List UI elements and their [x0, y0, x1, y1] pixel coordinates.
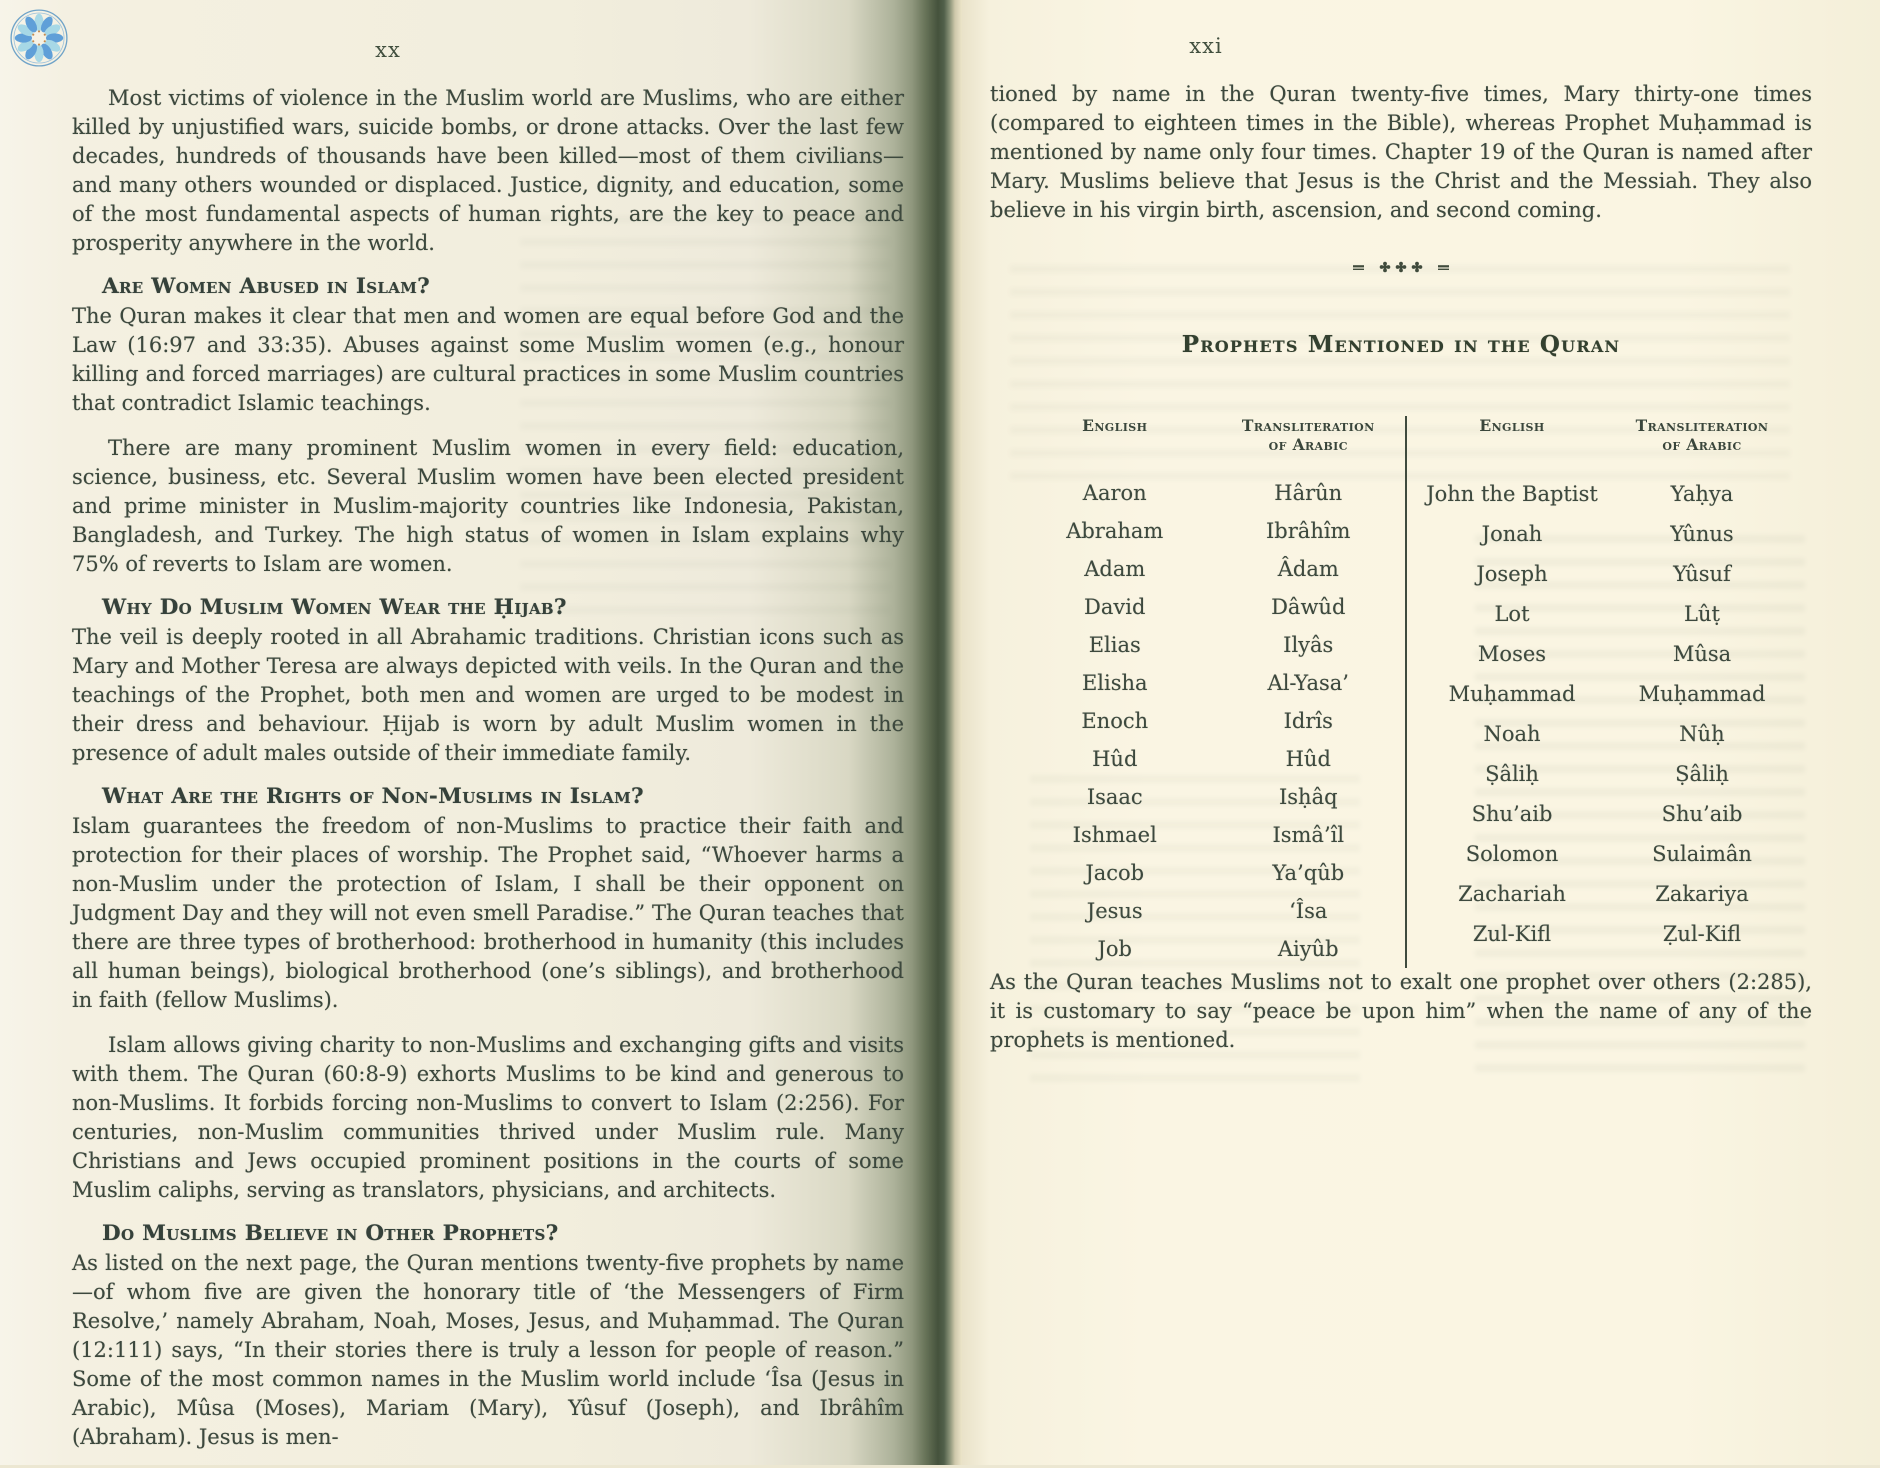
table-cell: Shu’aib: [1471, 801, 1553, 826]
table-cell: Hûd: [1285, 746, 1331, 771]
table-row: [1018, 626, 1405, 664]
table-cell: Shu’aib: [1661, 801, 1743, 826]
table-cell: Yûnus: [1670, 521, 1734, 546]
table-cell: Elias: [1088, 632, 1141, 657]
table-row: [1417, 634, 1797, 674]
table-row: [1417, 594, 1797, 634]
right-page-content: [990, 34, 1812, 1071]
table-row: [1417, 834, 1797, 874]
table-cell: Joseph: [1476, 561, 1548, 586]
table-cell: Ṣâliḥ: [1675, 761, 1729, 786]
table-header-row: [1417, 416, 1797, 454]
section-heading: Why Do Muslim Women Wear the Ḥijab?: [102, 595, 567, 620]
paragraph: Most victims of violence in the Muslim world are Muslims, who are either killed by unjustified wars, suicide bombs, or drone attacks. Over the last few decades, hundreds of thousands have been killed—most of them civilians—and many others wounded or displaced. Justice, dignity, and education, some of the most fundamental aspects of human rights, are the key to peace and prosperity anywhere in the world.: [72, 86, 904, 255]
table-title: Prophets Mentioned in the Quran: [1181, 331, 1621, 358]
table-cell: Lûṭ: [1684, 601, 1720, 626]
prophets-table: [990, 416, 1812, 968]
table-cell: Zakariya: [1655, 881, 1749, 906]
paragraph: The veil is deeply rooted in all Abrahamic traditions. Christian icons such as Mary and Mother Teresa are always depicted with veils. In the Quran and the teachings of the Prophet, both men and women are urged to be modest in their dress and behaviour. Ḥijab is worn by adult Muslim women in the presence of adult males outside of their immediate family.: [72, 625, 904, 765]
table-row: [1018, 550, 1405, 588]
table-cell: Enoch: [1081, 708, 1149, 733]
section-heading: Do Muslims Believe in Other Prophets?: [102, 1221, 559, 1246]
left-page: [0, 0, 912, 1465]
table-cell: Isḥâq: [1278, 784, 1338, 809]
table-row: [1417, 874, 1797, 914]
rosette-logo-icon: [7, 6, 71, 74]
table-cell: Ṣâliḥ: [1485, 761, 1539, 786]
table-cell: Job: [1097, 936, 1132, 961]
table-body: [1417, 474, 1797, 954]
table-cell: Sulaimân: [1652, 841, 1752, 866]
page-number: xxi: [1189, 34, 1223, 58]
table-cell: Nûḥ: [1679, 721, 1725, 746]
paragraph: Islam allows giving charity to non-Muslims and exchanging gifts and visits with them. The Quran (60:8-9) exhorts Muslims to be kind and generous to non-Muslims. It forbids forcing non-Muslims to convert to Islam (2:256). For centuries, non-Muslim communities thrived under Muslim rule. Many Christians and Jews occupied prominent positions in the courts of some Muslim caliphs, serving as translators, physicians, and architects.: [72, 1033, 904, 1202]
table-row: [1417, 794, 1797, 834]
closing-paragraph: As the Quran teaches Muslims not to exalt one prophet over others (2:285), it is customary to say “peace be upon him” when the name of any of the prophets is mentioned.: [990, 970, 1812, 1052]
table-row: [1417, 674, 1797, 714]
table-cell: Isaac: [1086, 784, 1143, 809]
divider-ornament-icon: [990, 259, 1812, 279]
column-header-english: English: [1479, 416, 1545, 435]
left-page-content: [72, 38, 904, 1468]
table-header-row: [1018, 416, 1405, 454]
table-cell: Ibrâhîm: [1266, 518, 1351, 543]
prophets-table-left-half: [990, 416, 1405, 968]
table-cell: Aaron: [1082, 480, 1147, 505]
table-cell: Aiyûb: [1277, 936, 1339, 961]
table-row: [1018, 664, 1405, 702]
table-cell: Ya’qûb: [1272, 860, 1345, 885]
section-heading: What Are the Rights of Non-Muslims in Islam?: [102, 784, 644, 809]
table-cell: David: [1084, 594, 1146, 619]
table-row: [1417, 474, 1797, 514]
table-row: [1018, 892, 1405, 930]
paragraph: The Quran makes it clear that men and women are equal before God and the Law (16:97 and 33:35). Abuses against some Muslim women (e.g., honour killing and forced marriages) are cultural practices in some Muslim countries that contradict Islamic teachings.: [72, 304, 904, 415]
page-number: xx: [375, 38, 401, 62]
section-heading: Are Women Abused in Islam?: [102, 274, 430, 299]
table-row: [1018, 474, 1405, 512]
table-cell: Solomon: [1465, 841, 1559, 866]
table-cell: Muḥammad: [1448, 681, 1576, 706]
table-row: [1018, 930, 1405, 968]
table-cell: Jacob: [1085, 860, 1145, 885]
paragraph: Islam guarantees the freedom of non-Muslims to practice their faith and protection for their places of worship. The Prophet said, “Whoever harms a non-Muslim under the protection of Islam, I shall be their opponent on Judgment Day and they will not even smell Paradise.” The Quran teaches that there are three types of brotherhood: brotherhood in humanity (this includes all human beings), biological brotherhood (one’s siblings), and brotherhood in faith (fellow Muslims).: [72, 814, 904, 1012]
table-cell: Al-Yasa’: [1267, 670, 1349, 695]
table-cell: Ilyâs: [1283, 632, 1334, 657]
table-row: [1417, 914, 1797, 954]
table-cell: John the Baptist: [1426, 481, 1598, 506]
paragraph: There are many prominent Muslim women in every field: education, science, business, etc. Several Muslim women have been elected president and prime minister in Muslim-majority countries like Indonesia, Pakistan, Bangladesh, and Turkey. The high status of women in Islam explains why 75% of reverts to Islam are women.: [72, 436, 904, 576]
table-row: [1018, 854, 1405, 892]
table-cell: Âdam: [1277, 556, 1339, 581]
table-row: [1018, 740, 1405, 778]
table-cell: Jonah: [1481, 521, 1543, 546]
table-cell: Mûsa: [1672, 641, 1732, 666]
column-header-transliteration: Transliteration of Arabic: [1635, 416, 1769, 454]
table-cell: Noah: [1483, 721, 1541, 746]
table-row: [1417, 754, 1797, 794]
table-cell: Ismâ’îl: [1272, 822, 1345, 847]
prophets-table-right-half: [1405, 416, 1797, 968]
table-cell: Yûsuf: [1673, 561, 1731, 586]
column-header-transliteration: Transliteration of Arabic: [1241, 416, 1375, 454]
table-cell: Muḥammad: [1638, 681, 1766, 706]
column-header-english: English: [1082, 416, 1148, 435]
book-spine-shadow: [912, 0, 962, 1465]
table-row: [1018, 512, 1405, 550]
table-cell: Moses: [1477, 641, 1547, 666]
table-cell: Yaḥya: [1670, 481, 1734, 506]
table-cell: Jesus: [1086, 898, 1143, 923]
table-cell: Idrîs: [1283, 708, 1333, 733]
table-row: [1018, 816, 1405, 854]
table-row: [1417, 714, 1797, 754]
paragraph: tioned by name in the Quran twenty-five times, Mary thirty-one times (compared to eighteen times in the Bible), whereas Prophet Muḥammad is mentioned by name only four times. Chapter 19 of the Quran is named after Mary. Muslims believe that Jesus is the Christ and the Messiah. They also believe in his virgin birth, ascension, and second coming.: [990, 82, 1812, 222]
table-cell: Hârûn: [1274, 480, 1343, 505]
table-cell: ‘Îsa: [1289, 898, 1328, 923]
table-cell: Abraham: [1066, 518, 1164, 543]
table-body: [1018, 474, 1405, 968]
table-cell: Ishmael: [1072, 822, 1157, 847]
table-cell: Ẓul-Kifl: [1662, 921, 1742, 946]
table-cell: Dâwûd: [1271, 594, 1346, 619]
table-row: [1018, 588, 1405, 626]
table-cell: Lot: [1494, 601, 1530, 626]
table-cell: Elisha: [1081, 670, 1148, 695]
table-cell: Adam: [1084, 556, 1146, 581]
table-cell: Zachariah: [1458, 881, 1566, 906]
right-page: [962, 0, 1880, 1465]
table-cell: Hûd: [1092, 746, 1138, 771]
table-cell: Zul-Kifl: [1472, 921, 1552, 946]
table-row: [1417, 554, 1797, 594]
table-row: [1018, 778, 1405, 816]
table-row: [1018, 702, 1405, 740]
table-row: [1417, 514, 1797, 554]
paragraph: As listed on the next page, the Quran mentions twenty-five prophets by name—of whom five are given the honorary title of ‘the Messengers of Firm Resolve,’ namely Abraham, Noah, Moses, Jesus, and Muḥammad. The Quran (12:111) says, “In their stories there is truly a lesson for people of reason.” Some of the most common names in the Muslim world include ‘Îsa (Jesus in Arabic), Mûsa (Moses), Mariam (Mary), Yûsuf (Joseph), and Ibrâhîm (Abraham). Jesus is men-: [72, 1251, 904, 1449]
